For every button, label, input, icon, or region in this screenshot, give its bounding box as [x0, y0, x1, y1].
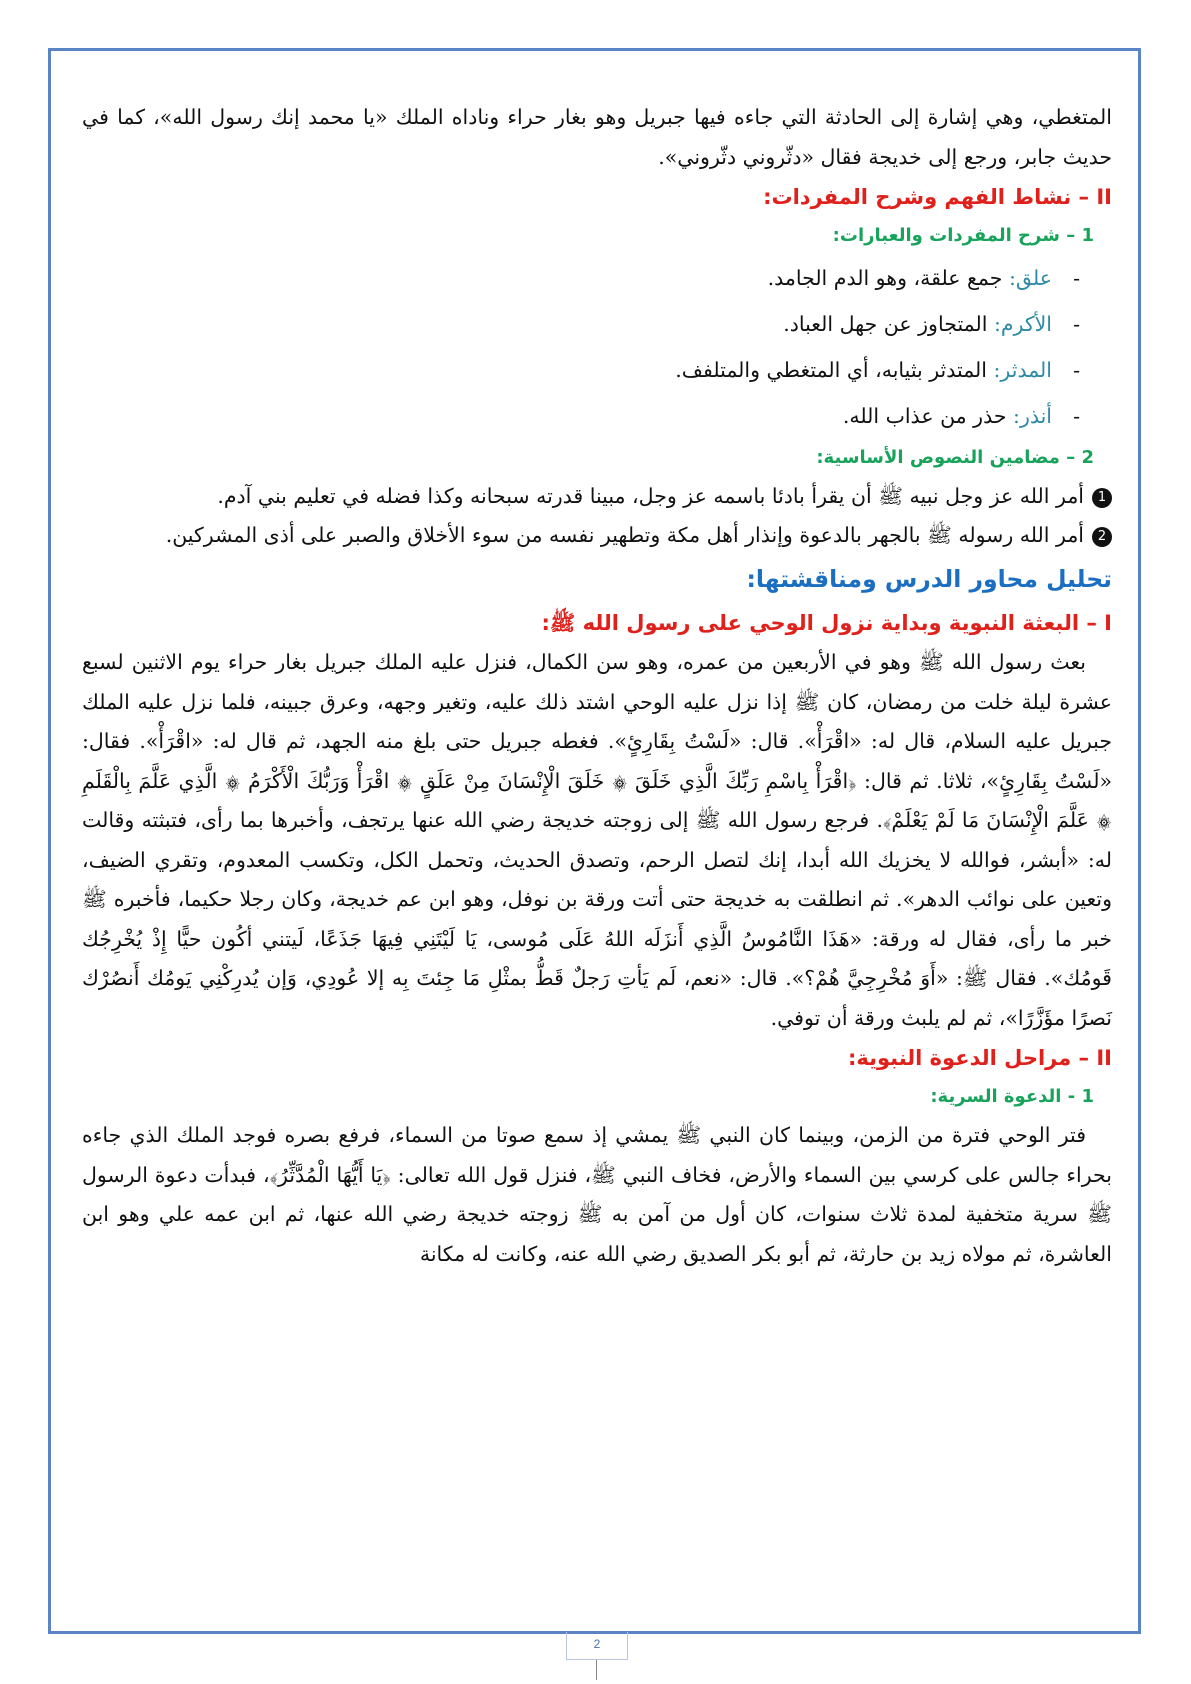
dash-bullet: -	[1073, 358, 1080, 382]
dash-bullet: -	[1073, 266, 1080, 290]
section-i-heading: I – البعثة النبوية وبداية نزول الوحي على رسول الله ﷺ:	[541, 611, 1112, 635]
section-ii2-heading: II – مراحل الدعوة النبوية:	[847, 1046, 1112, 1070]
secret-call-paragraph: فتر الوحي فترة من الزمن، وبينما كان النبي ﷺ يمشي إذ سمع صوتا من السماء، فرفع بصره فوجد الملك الذي جاءه بحراء جالس على كرسي بين السماء والأرض، فخاف النبي ﷺ، فنزل قول الله تعالى: ﴿يَا أَيُّهَا الْمُدَّثِّرُ﴾، فبدأت دعوة الرسول ﷺ سرية متخفية لمدة ثلاث سنوات، كان أول من آمن به ﷺ زوجته خديجة رضي الله عنها، ثم ابن عمه علي وهو ابن العاشرة، ثم مولاه زيد بن حارثة، ثم أبو بكر الصديق رضي الله عنه، وكانت له مكانة	[82, 1123, 1112, 1266]
theme-item	[82, 516, 1112, 555]
dash-bullet: -	[1073, 404, 1080, 428]
vocab-item	[82, 255, 1080, 301]
theme-text: أمر الله رسوله ﷺ بالجهر بالدعوة وإنذار أهل مكة وتطهير نفسه من سوء الأخلاق والصبر على أذى المشركين.	[165, 523, 1084, 547]
vocab-definition: المتدثر بثيابه، أي المتغطي والمتلفف.	[675, 358, 994, 382]
vocab-term: علق:	[1008, 266, 1052, 290]
page-number: 2	[566, 1632, 628, 1660]
vocab-definition: حذر من عذاب الله.	[842, 404, 1014, 428]
dash-bullet: -	[1073, 312, 1080, 336]
vocab-list	[82, 255, 1112, 439]
vocab-definition: المتجاوز عن جهل العباد.	[783, 312, 994, 336]
vocab-item	[82, 347, 1080, 393]
theme-item	[82, 477, 1112, 516]
secret-call-subheading: 1 - الدعوة السرية:	[930, 1086, 1094, 1107]
themes-list	[82, 477, 1112, 555]
vocab-item	[82, 301, 1080, 347]
vocab-subheading: 1 – شرح المفردات والعبارات:	[832, 225, 1094, 246]
section-i-paragraph: بعث رسول الله ﷺ وهو في الأربعين من عمره، وهو سن الكمال، فنزل عليه الملك جبريل بغار حراء يوم الاثنين لسبع عشرة ليلة خلت من رمضان، كان ﷺ إذا نزل عليه الوحي اشتد ذلك عليه، وتغير وجهه، وعرق جبينه، فلما نزل عليه الملك جبريل عليه السلام، قال له: «اقْرَأْ». قال: «لَسْتُ بِقَارِئٍ». فغطه جبريل حتى بلغ منه الجهد، ثم قال له: «اقْرَأْ». فقال: «لَسْتُ بِقَارِئٍ»، ثلاثا. ثم قال: ﴿اقْرَأْ بِاسْمِ رَبِّكَ الَّذِي خَلَقَ ۞ خَلَقَ الْإِنْسَانَ مِنْ عَلَقٍ ۞ اقْرَأْ وَرَبُّكَ الْأَكْرَمُ ۞ الَّذِي عَلَّمَ بِالْقَلَمِ ۞ عَلَّمَ الْإِنْسَانَ مَا لَمْ يَعْلَمْ﴾. فرجع رسول الله ﷺ إلى زوجته خديجة رضي الله عنها يرتجف، وأخبرها بما رأى، فتبثته وقالت له: «أبشر، فوالله لا يخزيك الله أبدا، إنك لتصل الرحم، وتصدق الحديث، وتحمل الكل، وتكسب المعدوم، وتقري الضيف، وتعين على نوائب الدهر». ثم انطلقت به خديجة حتى أتت ورقة بن نوفل، وهو ابن عم خديجة، وكان رجلا حكيما، فأخبره ﷺ خبر ما رأى، فقال له ورقة: «هَذَا النَّامُوسُ الَّذِي أَنزَلَه اللهُ عَلَى مُوسى، يَا لَيْتَنِي فِيهَا جَذَعًا، لَيتني أكُون حيًّا إِذْ يُخْرِجُك قَومُك». فقال ﷺ: «أَوَ مُخْرِجِيَّ هُمْ؟». قال: «نعم، لَم يَأتِ رَجلٌ قَطُّ بمثْلِ مَا جِئتَ بِه إلا عُودِي، وَإن يُدرِكْنِي يَومُك أَنصُرْك نَصرًا مؤَزَّرًا»، ثم لم يلبث ورقة أن توفي.	[82, 650, 1112, 1030]
analysis-heading: تحليل محاور الدرس ومناقشتها:	[746, 565, 1112, 593]
page-number-rule	[596, 1660, 597, 1680]
intro-paragraph: المتغطي، وهي إشارة إلى الحادثة التي جاءه فيها جبريل وهو بغار حراء وناداه الملك «يا محمد إنك رسول الله»، كما في حديث جابر، ورجع إلى خديجة فقال «دثّروني دثّروني».	[82, 105, 1112, 169]
vocab-definition: جمع علقة، وهو الدم الجامد.	[767, 266, 1009, 290]
number-badge-icon: 1	[1092, 488, 1112, 508]
vocab-term: أنذر:	[1013, 404, 1052, 428]
vocab-term: المدثر:	[993, 358, 1052, 382]
section-ii-heading: II – نشاط الفهم وشرح المفردات:	[763, 185, 1112, 209]
vocab-item	[82, 393, 1080, 439]
vocab-term: الأكرم:	[993, 312, 1052, 336]
theme-text: أمر الله عز وجل نبيه ﷺ أن يقرأ بادئا باسمه عز وجل، مبينا قدرته سبحانه وكذا فضله في تعليم بني آدم.	[217, 484, 1084, 508]
document-body	[82, 98, 1112, 1274]
number-badge-icon: 2	[1092, 527, 1112, 547]
themes-subheading: 2 – مضامين النصوص الأساسية:	[816, 447, 1094, 468]
